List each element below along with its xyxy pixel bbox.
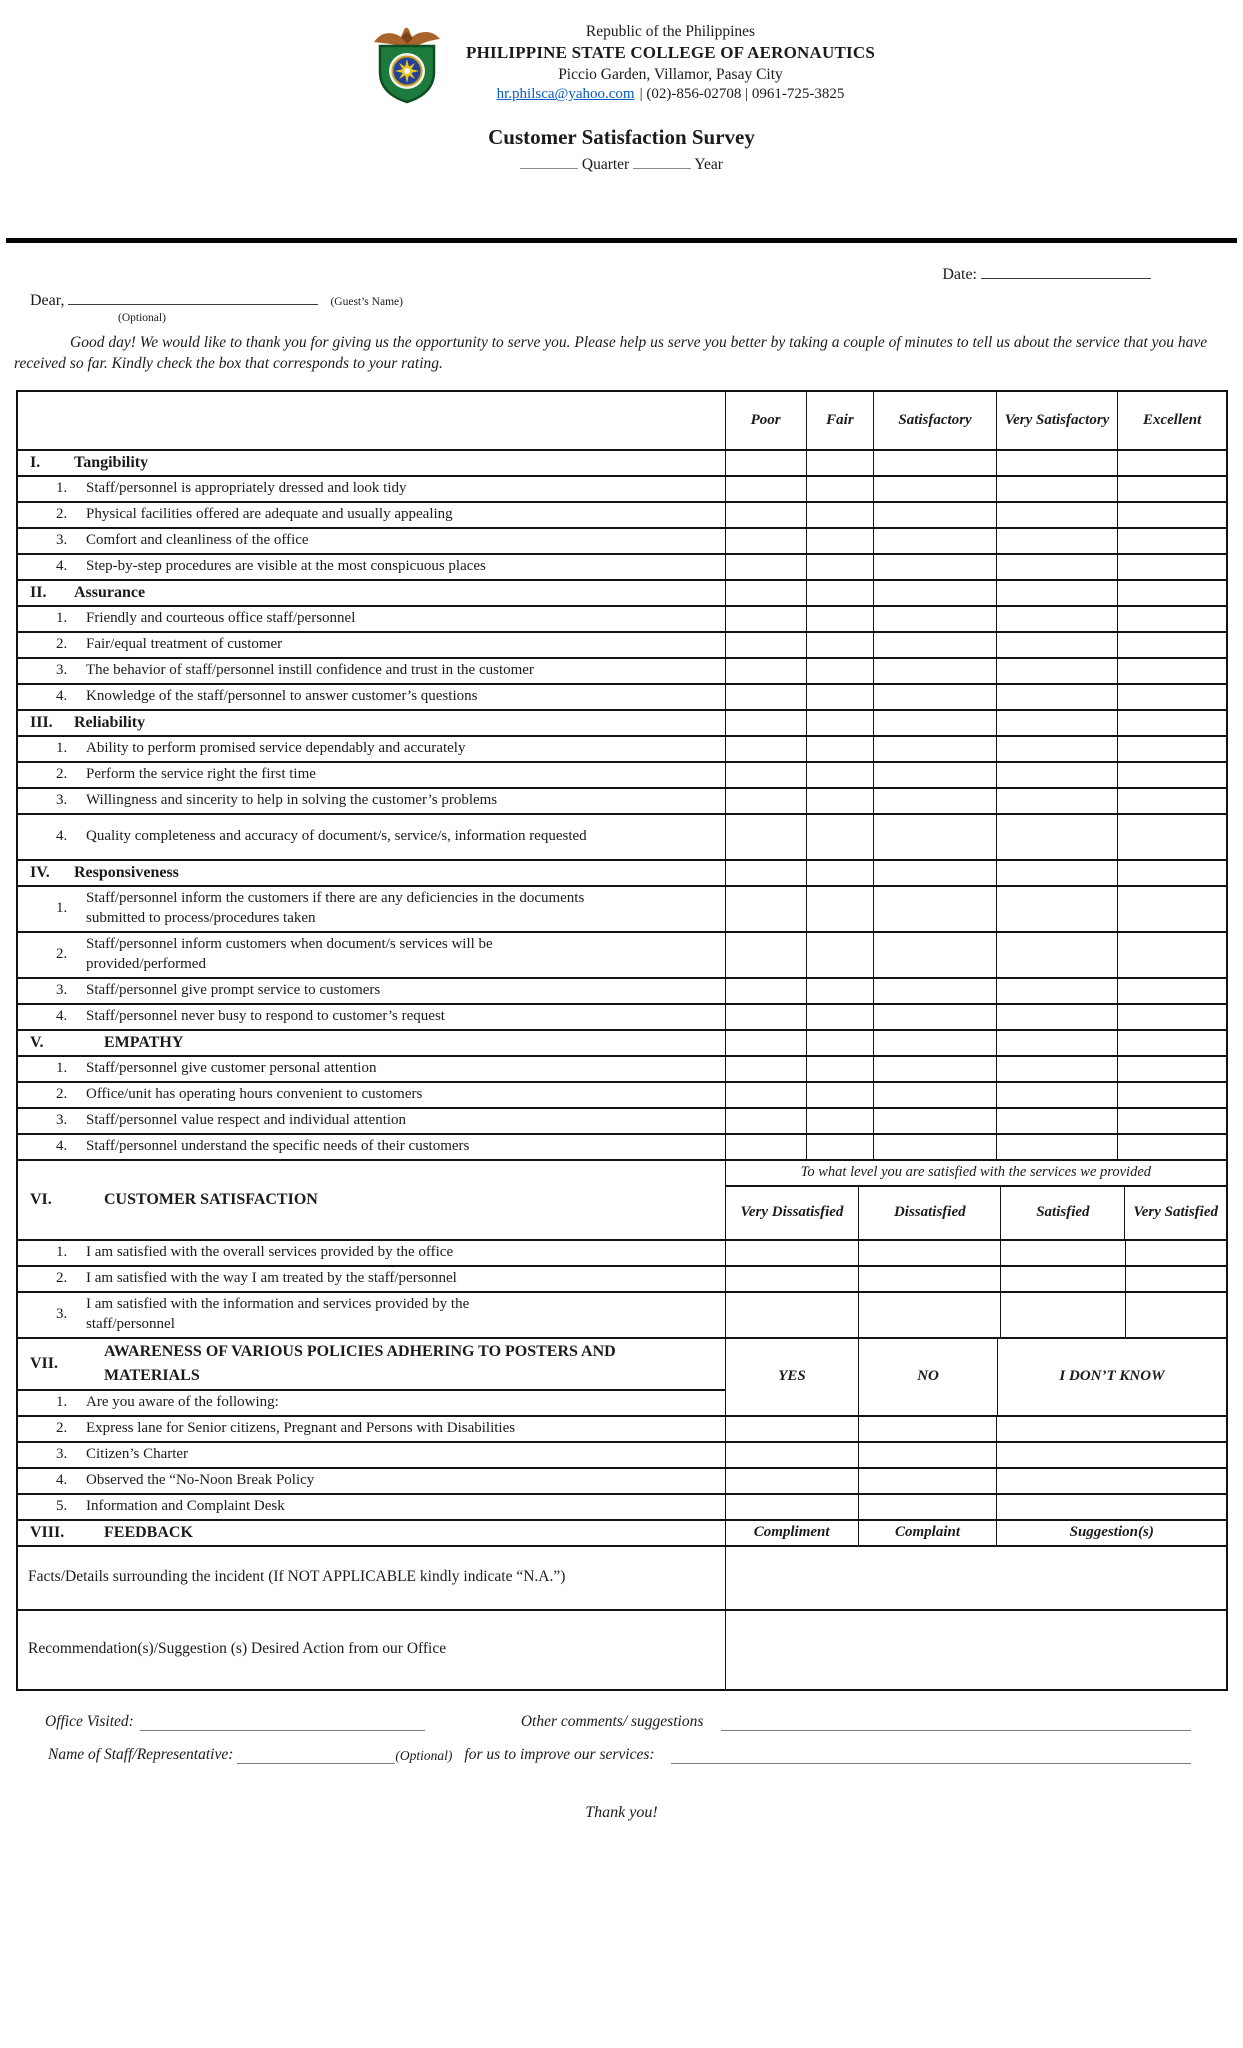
spacer-cell — [996, 711, 1117, 735]
rating-cell[interactable] — [1117, 933, 1226, 977]
rating-cell[interactable] — [873, 607, 996, 631]
rating-cell[interactable] — [873, 659, 996, 683]
facts-entry-area[interactable] — [725, 1547, 1226, 1609]
column-header-i-dont-know: I DON’T KNOW — [997, 1339, 1226, 1415]
question-cell: 4. Observed the “No-Noon Break Policy — [56, 1471, 315, 1489]
rating-cell[interactable] — [873, 1109, 996, 1133]
staff-name-blank[interactable] — [237, 1748, 395, 1764]
rating-cell[interactable] — [806, 503, 874, 527]
rating-cell[interactable] — [725, 1241, 858, 1265]
facts-row — [18, 1545, 1226, 1609]
office-visited-label: Office Visited: — [45, 1712, 134, 1730]
rating-cell[interactable] — [1117, 607, 1226, 631]
rating-cell[interactable] — [858, 1267, 1001, 1291]
spacer-cell — [725, 1031, 806, 1055]
spacer-cell — [996, 1031, 1117, 1055]
year-blank[interactable] — [633, 155, 691, 169]
staff-optional-label: (Optional) — [395, 1747, 453, 1763]
school-address: Piccio Garden, Villamor, Pasay City — [558, 65, 783, 83]
rating-cell[interactable] — [873, 529, 996, 553]
rating-cell[interactable] — [725, 737, 806, 761]
spacer-cell — [873, 711, 996, 735]
awareness-column-headers — [725, 1339, 1226, 1415]
question-cell: 3. Comfort and cleanliness of the office — [56, 531, 309, 549]
question-cell: 1. Staff/personnel inform the customers if there are any deficiencies in the documents submitted to process/procedures taken — [56, 889, 585, 926]
column-header-fair: Fair — [806, 392, 874, 449]
question-cell: 2. Staff/personnel inform customers when document/s services will be provided/performed — [56, 935, 493, 972]
column-header-satisfied: Satisfied — [1000, 1187, 1124, 1239]
question-cell: 1. I am satisfied with the overall services provided by the office — [56, 1243, 454, 1261]
rating-cell[interactable] — [873, 887, 996, 931]
rating-cell[interactable] — [806, 737, 874, 761]
question-row — [18, 1467, 1226, 1493]
rating-cell[interactable] — [873, 933, 996, 977]
rating-cell[interactable] — [725, 815, 806, 859]
rating-cell[interactable] — [996, 529, 1117, 553]
rating-cell[interactable] — [1117, 477, 1226, 501]
rating-cell[interactable] — [1117, 503, 1226, 527]
rating-cell[interactable] — [725, 555, 806, 579]
question-row — [18, 1493, 1226, 1519]
rating-cell[interactable] — [806, 933, 874, 977]
satisfaction-header-group — [725, 1161, 1226, 1239]
rating-cell[interactable] — [806, 1005, 874, 1029]
intro-paragraph: Good day! We would like to thank you for giving us the opportunity to serve you. Please help us serve you better by taking a couple of minutes to tell us about the service that you have received so far. Kindly check the box that corresponds to your rating. — [14, 334, 1208, 372]
question-header-cell — [18, 392, 725, 449]
question-row — [18, 1415, 1226, 1441]
rating-cell[interactable] — [806, 1057, 874, 1081]
country-line: Republic of the Philippines — [585, 23, 756, 40]
rating-cell[interactable] — [725, 1267, 858, 1291]
question-cell: 1. Ability to perform promised service dependably and accurately — [56, 739, 466, 757]
column-header-excellent: Excellent — [1117, 392, 1226, 449]
rating-cell[interactable] — [1117, 763, 1226, 787]
rating-cell[interactable] — [996, 607, 1117, 631]
spacer-cell — [806, 451, 874, 475]
question-cell: 3. Staff/personnel give prompt service to customers — [56, 981, 381, 999]
rating-cell[interactable] — [873, 477, 996, 501]
rating-cell[interactable] — [858, 1241, 1001, 1265]
spacer-cell — [725, 581, 806, 605]
rating-cell[interactable] — [1117, 815, 1226, 859]
question-row — [18, 931, 1226, 977]
school-name: PHILIPPINE STATE COLLEGE OF AERONAUTICS — [466, 43, 875, 63]
question-row — [18, 885, 1226, 931]
section-title: III. Reliability — [30, 713, 146, 731]
rating-cell[interactable] — [725, 1417, 858, 1441]
rating-cell[interactable] — [725, 1469, 858, 1493]
rating-cell[interactable] — [725, 1083, 806, 1107]
question-row — [18, 475, 1226, 501]
rating-cell[interactable] — [1117, 737, 1226, 761]
date-blank[interactable] — [981, 265, 1151, 279]
rating-cell[interactable] — [996, 1495, 1226, 1519]
rating-cell[interactable] — [996, 659, 1117, 683]
rating-cell[interactable] — [725, 1135, 806, 1159]
spacer-cell — [725, 861, 806, 885]
rating-cell[interactable] — [996, 1005, 1117, 1029]
spacer-cell — [1117, 451, 1226, 475]
column-header-yes: YES — [778, 1368, 806, 1385]
question-cell: 4. Staff/personnel never busy to respond to customer’s request — [56, 1007, 445, 1025]
rating-cell[interactable] — [996, 1057, 1117, 1081]
question-row — [18, 1239, 1226, 1265]
column-header-very-satisfied: Very Satisfied — [1124, 1187, 1226, 1239]
rating-cell[interactable] — [806, 477, 874, 501]
rating-cell[interactable] — [996, 1083, 1117, 1107]
rating-cell[interactable] — [996, 1417, 1226, 1441]
spacer-cell — [873, 451, 996, 475]
rating-cell[interactable] — [806, 659, 874, 683]
spacer-cell — [725, 451, 806, 475]
rating-cell[interactable] — [996, 1135, 1117, 1159]
improve-services-blank[interactable] — [671, 1748, 1191, 1764]
rating-cell[interactable] — [1117, 789, 1226, 813]
rating-cell[interactable] — [725, 1057, 806, 1081]
recommendation-row — [18, 1609, 1226, 1689]
rating-cell[interactable] — [725, 979, 806, 1003]
rating-cell[interactable] — [1000, 1267, 1124, 1291]
question-cell: 4. Step-by-step procedures are visible at the most conspicuous places — [56, 557, 486, 575]
letterhead-text — [466, 22, 875, 105]
rating-cell[interactable] — [873, 979, 996, 1003]
divider-rule — [6, 238, 1237, 243]
spacer-cell — [1117, 861, 1226, 885]
rating-cell[interactable] — [873, 737, 996, 761]
thank-you-text: Thank you! — [585, 1803, 658, 1821]
facts-label: Facts/Details surrounding the incident (If NOT APPLICABLE kindly indicate “N.A.”) — [28, 1568, 566, 1586]
improve-services-label: for us to improve our services: — [464, 1745, 655, 1763]
rating-cell[interactable] — [1117, 1057, 1226, 1081]
survey-table — [16, 390, 1228, 1691]
rating-cell[interactable] — [996, 685, 1117, 709]
spacer-cell — [873, 1031, 996, 1055]
satisfaction-column-headers — [726, 1187, 1226, 1239]
rating-cell[interactable] — [858, 1469, 997, 1493]
rating-cell[interactable] — [725, 529, 806, 553]
spacer-cell — [1117, 581, 1226, 605]
rating-cell[interactable] — [858, 1417, 997, 1441]
contact-line — [466, 85, 875, 105]
question-row — [18, 553, 1226, 579]
rating-cell[interactable] — [996, 477, 1117, 501]
question-row — [18, 631, 1226, 657]
rating-cell[interactable] — [873, 555, 996, 579]
section-row-empathy — [18, 1029, 1226, 1055]
rating-cell[interactable] — [1125, 1241, 1227, 1265]
rating-cell[interactable] — [725, 477, 806, 501]
rating-cell[interactable] — [873, 815, 996, 859]
section-row-tangibility — [18, 449, 1226, 475]
spacer-cell — [996, 581, 1117, 605]
optional-label: (Optional) — [118, 312, 166, 324]
section-title: VII. AWARENESS OF VARIOUS POLICIES ADHERING TO POSTERS AND MATERIALS — [18, 1339, 725, 1391]
rating-cell[interactable] — [996, 933, 1117, 977]
rating-cell[interactable] — [806, 529, 874, 553]
question-cell: 2. Express lane for Senior citizens, Pregnant and Persons with Disabilities — [56, 1419, 516, 1437]
rating-cell[interactable] — [996, 763, 1117, 787]
rating-cell[interactable] — [806, 633, 874, 657]
rating-cell[interactable] — [806, 789, 874, 813]
question-cell: 5. Information and Complaint Desk — [56, 1497, 285, 1515]
question-cell: 2. Physical facilities offered are adequate and usually appealing — [56, 505, 453, 523]
rating-cell[interactable] — [725, 1293, 858, 1337]
section-title: IV. Responsiveness — [30, 863, 179, 881]
school-seal-logo — [368, 22, 446, 111]
rating-cell[interactable] — [873, 503, 996, 527]
question-row — [18, 787, 1226, 813]
staff-name-label: Name of Staff/Representative: — [48, 1745, 234, 1763]
rating-cell[interactable] — [873, 1057, 996, 1081]
rating-cell[interactable] — [996, 503, 1117, 527]
spacer-cell — [806, 861, 874, 885]
question-row — [18, 683, 1226, 709]
rating-cell[interactable] — [873, 633, 996, 657]
rating-cell[interactable] — [806, 555, 874, 579]
column-header-suggestions: Suggestion(s) — [996, 1521, 1226, 1545]
section-row-awareness — [18, 1337, 1226, 1415]
rating-header-row — [18, 392, 1226, 449]
satisfaction-banner: To what level you are satisfied with the services we provided — [726, 1161, 1226, 1187]
question-row — [18, 1003, 1226, 1029]
rating-cell[interactable] — [1117, 1135, 1226, 1159]
section-title: V. EMPATHY — [30, 1033, 184, 1051]
question-row — [18, 527, 1226, 553]
question-row — [18, 1055, 1226, 1081]
rating-cell[interactable] — [725, 887, 806, 931]
rating-cell[interactable] — [996, 1443, 1226, 1467]
question-row — [18, 1107, 1226, 1133]
rating-cell[interactable] — [806, 979, 874, 1003]
question-cell: 2. Office/unit has operating hours convenient to customers — [56, 1085, 423, 1103]
question-row — [18, 977, 1226, 1003]
spacer-cell — [1117, 711, 1226, 735]
spacer-cell — [873, 581, 996, 605]
column-header-very-satisfactory: Very Satisfactory — [996, 392, 1117, 449]
question-row — [18, 657, 1226, 683]
question-row — [18, 1133, 1226, 1159]
column-header-complaint: Complaint — [858, 1521, 997, 1545]
question-row — [18, 761, 1226, 787]
question-cell: 3. Staff/personnel value respect and individual attention — [56, 1111, 407, 1129]
rating-cell[interactable] — [725, 1109, 806, 1133]
section-row-feedback — [18, 1519, 1226, 1545]
rating-cell[interactable] — [1117, 555, 1226, 579]
section-title: VI. CUSTOMER SATISFACTION — [30, 1190, 318, 1208]
spacer-cell — [996, 451, 1117, 475]
rating-cell[interactable] — [1125, 1293, 1227, 1337]
rating-cell[interactable] — [996, 737, 1117, 761]
section-title: I. Tangibility — [30, 453, 149, 471]
question-row — [18, 813, 1226, 859]
section-row-reliability — [18, 709, 1226, 735]
dear-label: Dear, — [30, 292, 65, 309]
rating-cell[interactable] — [725, 933, 806, 977]
year-label: Year — [694, 156, 723, 173]
question-cell: 2. Perform the service right the first time — [56, 765, 316, 783]
rating-cell[interactable] — [1117, 529, 1226, 553]
question-cell: 2. Fair/equal treatment of customer — [56, 635, 283, 653]
column-header-poor: Poor — [725, 392, 806, 449]
question-row — [18, 501, 1226, 527]
rating-cell[interactable] — [873, 1083, 996, 1107]
column-header-dissatisfied: Dissatisfied — [858, 1187, 1000, 1239]
rating-cell[interactable] — [1000, 1293, 1124, 1337]
rating-cell[interactable] — [806, 685, 874, 709]
spacer-cell — [1117, 1031, 1226, 1055]
rating-cell[interactable] — [873, 1135, 996, 1159]
column-header-no: NO — [858, 1339, 997, 1415]
rating-cell[interactable] — [1117, 979, 1226, 1003]
rating-cell[interactable] — [873, 685, 996, 709]
rating-cell[interactable] — [806, 763, 874, 787]
rating-cell[interactable] — [858, 1443, 997, 1467]
question-cell: 1. Staff/personnel is appropriately dressed and look tidy — [56, 479, 407, 497]
column-header-very-dissatisfied: Very Dissatisfied — [740, 1204, 844, 1221]
quarter-blank[interactable] — [520, 155, 578, 169]
guest-name-blank[interactable] — [68, 291, 318, 305]
quarter-year-line — [0, 155, 1243, 174]
question-row — [18, 735, 1226, 761]
rating-cell[interactable] — [996, 1109, 1117, 1133]
recommendation-entry-area[interactable] — [725, 1611, 1226, 1689]
rating-cell[interactable] — [725, 685, 806, 709]
question-row — [18, 1291, 1226, 1337]
rating-cell[interactable] — [806, 815, 874, 859]
rating-cell[interactable] — [996, 815, 1117, 859]
rating-cell[interactable] — [1117, 1109, 1226, 1133]
rating-cell[interactable] — [996, 633, 1117, 657]
question-row — [18, 1265, 1226, 1291]
section-title: II. Assurance — [30, 583, 146, 601]
question-cell: 1. Staff/personnel give customer personal attention — [56, 1059, 377, 1077]
rating-cell[interactable] — [806, 887, 874, 931]
spacer-cell — [725, 711, 806, 735]
column-header-compliment: Compliment — [725, 1521, 858, 1545]
question-cell: 4. Staff/personnel understand the specific needs of their customers — [56, 1137, 470, 1155]
question-cell: 3. I am satisfied with the information and services provided by the staff/personnel — [56, 1295, 470, 1332]
question-cell: 3. The behavior of staff/personnel instill confidence and trust in the customer — [56, 661, 534, 679]
rating-cell[interactable] — [873, 763, 996, 787]
footer-row-1 — [45, 1713, 1191, 1731]
rating-cell[interactable] — [1117, 887, 1226, 931]
rating-cell[interactable] — [725, 789, 806, 813]
rating-cell[interactable] — [858, 1495, 997, 1519]
rating-cell[interactable] — [806, 1083, 874, 1107]
rating-cell[interactable] — [1117, 659, 1226, 683]
rating-cell[interactable] — [725, 633, 806, 657]
rating-cell[interactable] — [725, 763, 806, 787]
rating-cell[interactable] — [873, 1005, 996, 1029]
rating-cell[interactable] — [725, 1495, 858, 1519]
rating-cell[interactable] — [806, 1109, 874, 1133]
date-label: Date: — [942, 266, 977, 283]
spacer-cell — [806, 581, 874, 605]
rating-cell[interactable] — [996, 789, 1117, 813]
rating-cell[interactable] — [725, 503, 806, 527]
rating-cell[interactable] — [1117, 633, 1226, 657]
awareness-left-group — [18, 1339, 725, 1415]
section-title: VIII. FEEDBACK — [30, 1523, 193, 1541]
question-cell: 2. I am satisfied with the way I am treated by the staff/personnel — [56, 1269, 457, 1287]
other-comments-label: Other comments/ suggestions — [520, 1712, 704, 1730]
rating-cell[interactable] — [996, 555, 1117, 579]
form-title: Customer Satisfaction Survey — [488, 125, 755, 149]
spacer-cell — [806, 711, 874, 735]
column-header-satisfactory: Satisfactory — [873, 392, 996, 449]
quarter-label: Quarter — [581, 156, 630, 173]
rating-cell[interactable] — [996, 979, 1117, 1003]
footer-row-2 — [48, 1746, 1191, 1764]
rating-cell[interactable] — [806, 607, 874, 631]
rating-cell[interactable] — [725, 607, 806, 631]
other-comments-blank[interactable] — [721, 1715, 1191, 1731]
rating-cell[interactable] — [873, 789, 996, 813]
question-cell: 4. Quality completeness and accuracy of document/s, service/s, information requested — [56, 827, 587, 845]
rating-cell[interactable] — [1117, 1005, 1226, 1029]
date-line — [0, 265, 1151, 284]
spacer-cell — [873, 861, 996, 885]
email-link[interactable]: hr.philsca@yahoo.com — [496, 86, 635, 103]
section-row-customer-satisfaction — [18, 1159, 1226, 1239]
rating-cell[interactable] — [858, 1293, 1001, 1337]
spacer-cell — [996, 861, 1117, 885]
question-row — [18, 1441, 1226, 1467]
rating-cell[interactable] — [1117, 685, 1226, 709]
section-row-responsiveness — [18, 859, 1226, 885]
recommendation-label: Recommendation(s)/Suggestion (s) Desired Action from our Office — [28, 1640, 447, 1658]
question-cell: 3. Citizen’s Charter — [56, 1445, 189, 1463]
rating-cell[interactable] — [1117, 1083, 1226, 1107]
rating-cell[interactable] — [806, 1135, 874, 1159]
rating-cell[interactable] — [725, 1443, 858, 1467]
salutation-line — [30, 291, 1243, 310]
phone-numbers: | (02)-856-02708 | 0961-725-3825 — [639, 86, 845, 103]
question-cell: 3. Willingness and sincerity to help in solving the customer’s problems — [56, 791, 498, 809]
office-visited-blank[interactable] — [140, 1715, 425, 1731]
question-row — [18, 605, 1226, 631]
school-seal-icon — [368, 22, 446, 106]
section-row-assurance — [18, 579, 1226, 605]
guest-name-label: (Guest’s Name) — [330, 296, 403, 308]
question-cell: 1. Are you aware of the following: — [56, 1393, 279, 1411]
rating-cell[interactable] — [996, 887, 1117, 931]
rating-cell[interactable] — [1125, 1267, 1227, 1291]
question-cell: 4. Knowledge of the staff/personnel to answer customer’s questions — [56, 687, 478, 705]
rating-cell[interactable] — [725, 1005, 806, 1029]
letterhead — [0, 0, 1243, 111]
question-cell: 1. Friendly and courteous office staff/personnel — [56, 609, 356, 627]
spacer-cell — [806, 1031, 874, 1055]
rating-cell[interactable] — [996, 1469, 1226, 1493]
rating-cell[interactable] — [725, 659, 806, 683]
rating-cell[interactable] — [1000, 1241, 1124, 1265]
question-row — [18, 1081, 1226, 1107]
